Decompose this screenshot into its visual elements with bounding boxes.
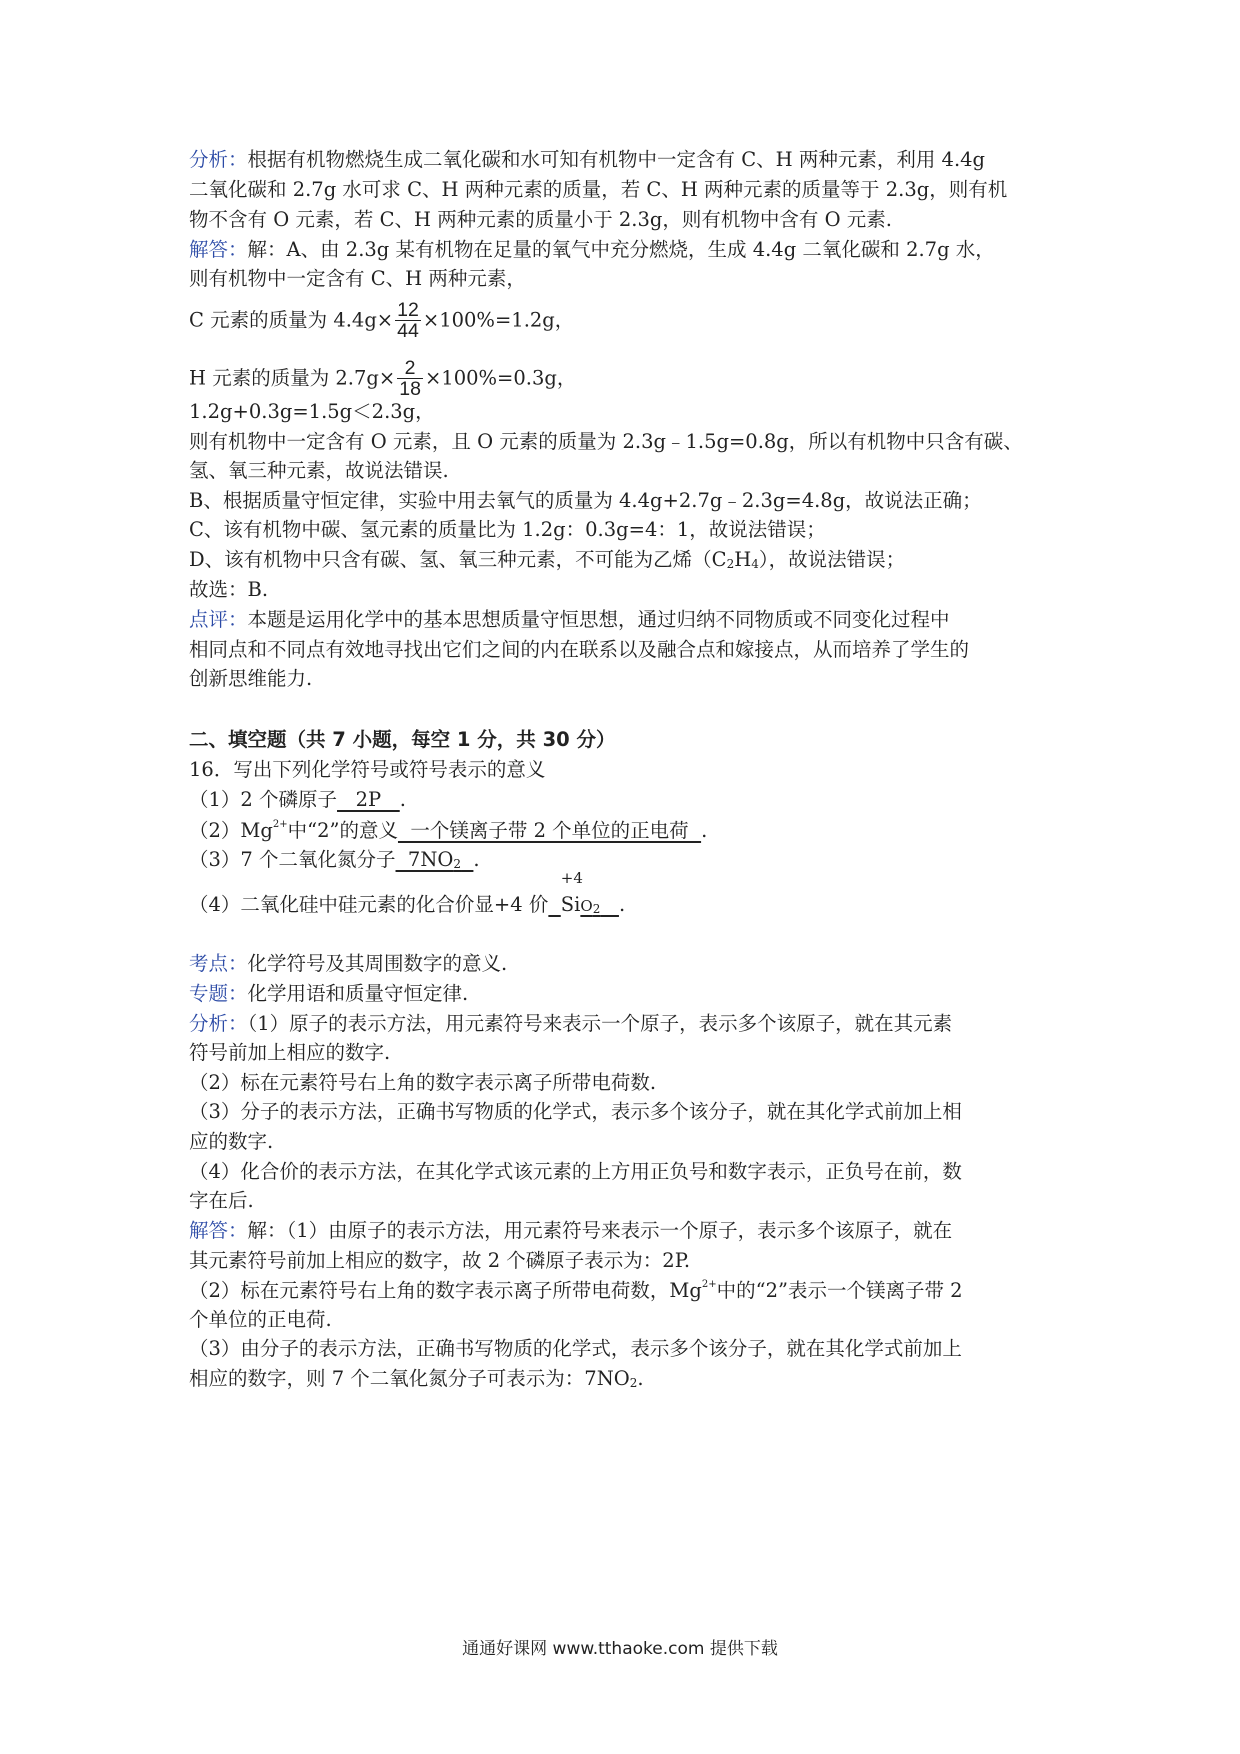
fraction-denominator: 44 [397, 320, 419, 343]
answer-line: 则有机物中一定含有 C、H 两种元素， [189, 267, 526, 290]
comment-label: 点评： [189, 608, 248, 631]
valence-symbol [560, 869, 583, 916]
answer-label: 解答： [189, 1219, 248, 1242]
analysis-text: （1）原子的表示方法，用元素符号来表示一个原子，表示多个该原子，就在其元素 [247, 1012, 953, 1035]
answer-line: 其元素符号前加上相应的数字，故 2 个磷原子表示为：2P. [189, 1249, 691, 1272]
analysis-line [189, 1014, 952, 1034]
answer-text: 相应的数字，则 7 个二氧化氮分子可表示为：7NO [189, 1367, 630, 1390]
analysis-line: 物不含有 O 元素，若 C、H 两种元素的质量小于 2.3g，则有机物中含有 O 元素. [189, 208, 892, 231]
text: ），故说法错误； [758, 548, 906, 571]
item-text: （1）2 个磷原子 [189, 788, 338, 811]
kaodian-line [189, 954, 507, 974]
answer-line: 个单位的正电荷. [189, 1308, 332, 1331]
answer-line [189, 1280, 963, 1301]
answer-line: 则有机物中一定含有 O 元素，且 O 元素的质量为 2.3g﹣1.5g=0.8g，所以有机物中只含有碳、 [189, 430, 1023, 453]
item-text: . [399, 788, 406, 811]
h-mass-formula [189, 358, 576, 400]
answer-line [189, 550, 905, 570]
answer-line: B、根据质量守恒定律，实验中用去氧气的质量为 4.4g+2.7g﹣2.3g=4.8g，故说法正确； [189, 489, 982, 512]
item-text: 中“2”的意义 [287, 819, 398, 842]
answer-text: （2）标在元素符号右上角的数字表示离子所带电荷数，Mg [189, 1279, 702, 1302]
question-item [189, 820, 707, 841]
text: D、该有机物中只含有碳、氢、氧三种元素，不可能为乙烯（C [189, 548, 727, 571]
answer-text: 中的“2”表示一个镁离子带 2 [716, 1279, 963, 1302]
answer-text: 解：A、由 2.3g 某有机物在足量的氧气中充分燃烧，生成 4.4g 二氧化碳和 2.7g 水， [247, 238, 995, 261]
subscript: 2 [629, 1376, 638, 1390]
question-title: 16．写出下列化学符号或符号表示的意义 [189, 758, 546, 781]
fraction [395, 300, 421, 342]
item-answer: 一个镁离子带 2 个单位的正电荷 [397, 819, 702, 842]
item-answer [548, 869, 619, 916]
answer-line: （3）由分子的表示方法，正确书写物质的化学式，表示多个该分子，就在其化学式前加上 [189, 1337, 962, 1360]
item-text: . [473, 848, 480, 871]
analysis-line: （2）标在元素符号右上角的数字表示离子所带电荷数. [189, 1071, 657, 1094]
fraction-denominator: 18 [399, 378, 421, 401]
answer-line [189, 1369, 644, 1389]
analysis-line: （3）分子的表示方法，正确书写物质的化学式，表示多个该分子，就在其化学式前加上相 [189, 1100, 962, 1123]
analysis-line: 二氧化碳和 2.7g 水可求 C、H 两种元素的质量，若 C、H 两种元素的质量等于 2.3g，则有机 [189, 178, 1008, 201]
answer-line: C、该有机物中碳、氢元素的质量比为 1.2g：0.3g=4：1，故说法错误； [189, 518, 826, 541]
analysis-line: （4）化合价的表示方法，在其化学式该元素的上方用正负号和数字表示，正负号在前，数 [189, 1160, 962, 1183]
answer-text: 解：（1）由原子的表示方法，用元素符号来表示一个原子，表示多个该原子，就在 [247, 1219, 953, 1242]
c-mass-formula [189, 300, 574, 342]
fraction [397, 358, 423, 400]
comment-line [189, 610, 950, 630]
zhuanti-text: 化学用语和质量守恒定律. [247, 982, 469, 1005]
element-symbol: O [580, 897, 593, 915]
answer-text: . [637, 1367, 644, 1390]
question-item [189, 850, 480, 870]
element-symbol: Si [560, 893, 581, 916]
valence-number: +4 [560, 869, 583, 887]
fraction-numerator: 12 [397, 299, 419, 321]
answer-line [189, 240, 995, 260]
item-answer [396, 848, 474, 871]
answer-line: 故选：B. [189, 578, 269, 601]
superscript: 2+ [701, 1279, 717, 1290]
analysis-line: 符号前加上相应的数字. [189, 1041, 391, 1064]
answer-label: 解答： [189, 238, 248, 261]
formula-text: ×100%=0.3g， [424, 366, 577, 390]
text: H [734, 548, 752, 571]
answer-line [189, 1221, 952, 1241]
analysis-line: 应的数字. [189, 1130, 274, 1153]
comment-text: 本题是运用化学中的基本思想质量守恒思想，通过归纳不同物质或不同变化过程中 [247, 608, 950, 631]
subscript: 2 [453, 857, 462, 871]
analysis-label: 分析： [189, 1012, 248, 1035]
zhuanti-label: 专题： [189, 982, 248, 1005]
question-item [189, 790, 406, 810]
item-text: . [618, 893, 626, 916]
item-answer: 2P [337, 788, 400, 811]
superscript: 2+ [272, 819, 288, 830]
item-text: . [701, 819, 708, 842]
kaodian-label: 考点： [189, 952, 248, 975]
item-text: （3）7 个二氧化氮分子 [189, 848, 396, 871]
formula-text: ×100%=1.2g， [422, 308, 575, 332]
fraction-numerator: 2 [397, 358, 423, 379]
comment-line: 创新思维能力. [189, 667, 313, 690]
item-text: （4）二氧化硅中硅元素的化合价显+4 价 [189, 893, 549, 916]
sum-line: 1.2g+0.3g=1.5g＜2.3g， [189, 400, 435, 423]
question-item [189, 869, 626, 916]
kaodian-text: 化学符号及其周围数字的意义. [247, 952, 508, 975]
subscript: 2 [726, 557, 735, 571]
formula-text: H 元素的质量为 2.7g× [189, 366, 396, 390]
formula-text: C 元素的质量为 4.4g× [189, 308, 394, 332]
item-text: （2）Mg [189, 819, 273, 842]
answer-part [461, 848, 473, 871]
comment-line: 相同点和不同点有效地寻找出它们之间的内在联系以及融合点和嫁接点，从而培养了学生的 [189, 638, 970, 661]
analysis-text: 根据有机物燃烧生成二氧化碳和水可知有机物中一定含有 C、H 两种元素，利用 4.4g [247, 148, 986, 171]
analysis-line: 字在后. [189, 1189, 254, 1212]
page-footer: 通通好课网 www.tthaoke.com 提供下载 [462, 1639, 778, 1659]
analysis-label: 分析： [189, 148, 248, 171]
answer-line: 氢、氧三种元素，故说法错误. [189, 459, 449, 482]
answer-part: 7NO [395, 848, 454, 871]
zhuanti-line [189, 984, 468, 1004]
subscript: 2 [592, 902, 601, 916]
section-heading: 二、填空题（共 7 小题，每空 1 分，共 30 分） [189, 728, 616, 751]
analysis-line [189, 150, 985, 170]
subscript: 4 [751, 557, 759, 571]
